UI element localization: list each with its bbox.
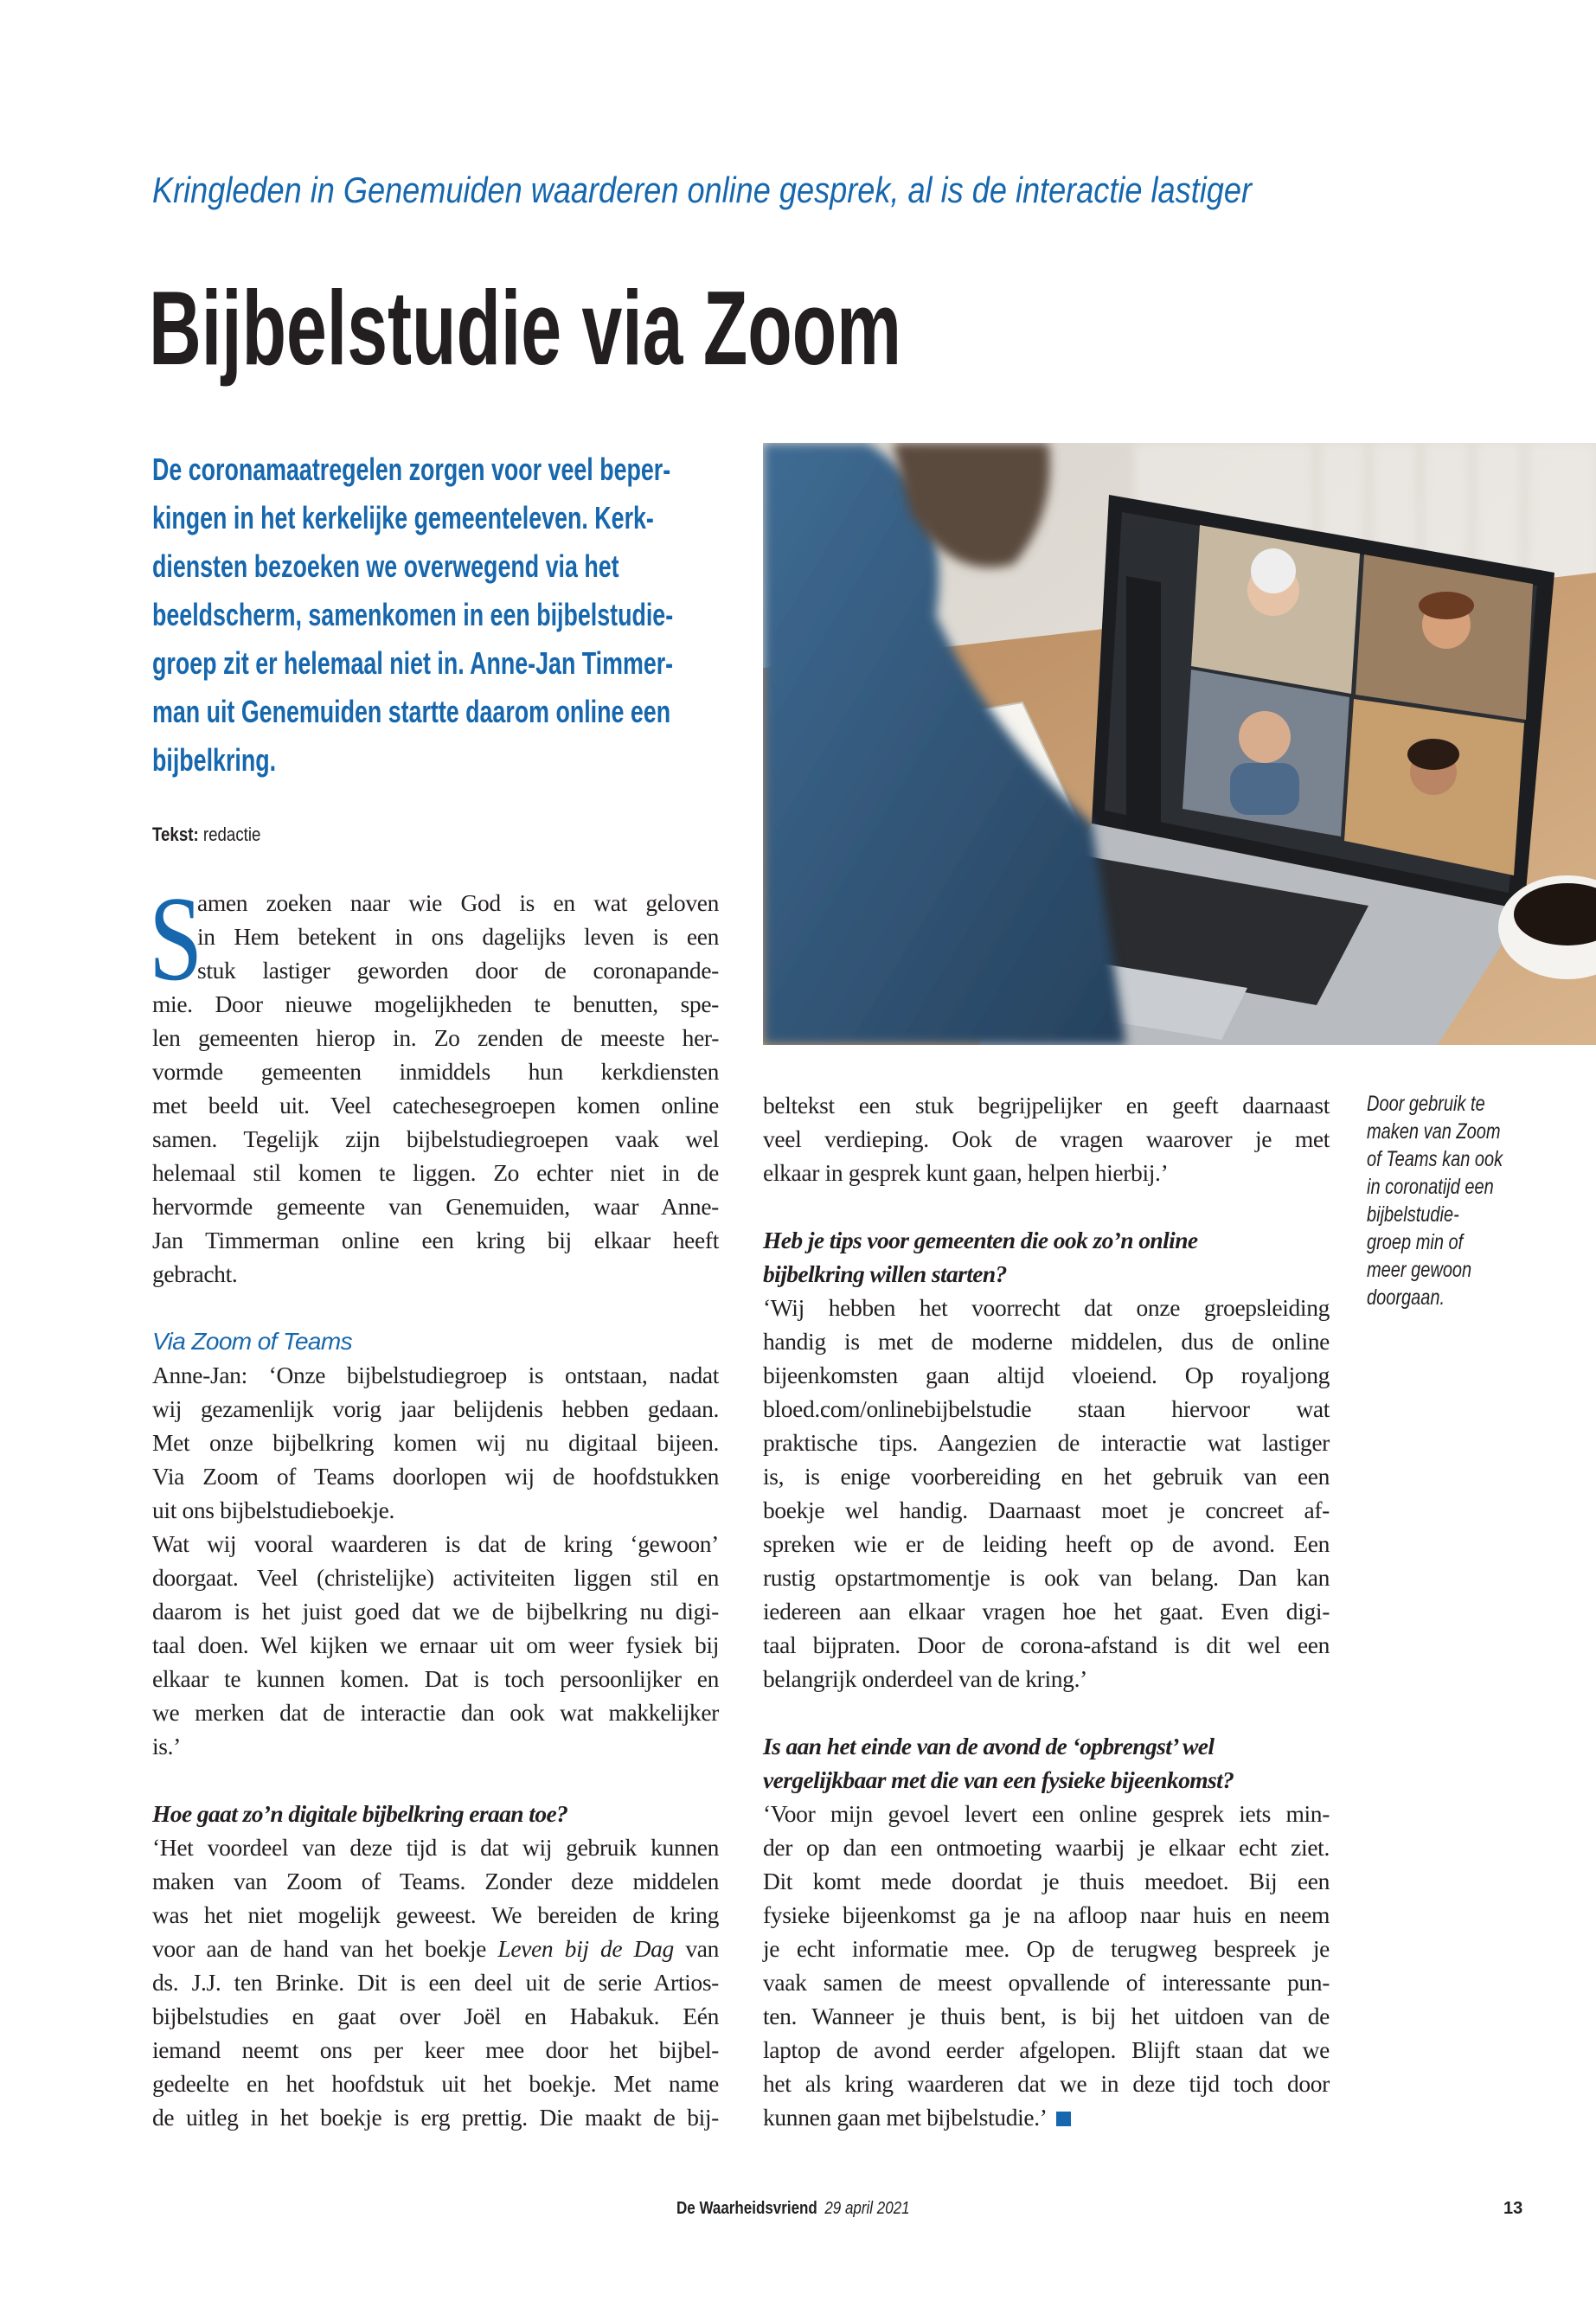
body-text-line: Jan Timmerman online een kring bij elkaar heeft xyxy=(152,1227,719,1253)
body-text-line: iemand neemt ons per keer mee door het bijbel- xyxy=(152,2036,719,2063)
body-text-line: mie. Door nieuwe mogelijkheden te benutten, spe- xyxy=(152,990,719,1017)
body-text-line: stuk lastiger geworden door de coronapande- xyxy=(197,957,719,984)
lead-line: bijbelkring. xyxy=(152,742,277,778)
body-text-line: we merken dat de interactie dan ook wat makkelijker xyxy=(152,1699,719,1726)
body-text-line: kunnen gaan met bijbelstudie.’ xyxy=(763,2104,1048,2131)
lead-line: beeldscherm, samenkomen in een bijbelstudie- xyxy=(152,597,674,632)
body-text-line: fysieke bijeenkomst ga je na afloop naar huis en neem xyxy=(763,1901,1330,1928)
lead-line: diensten bezoeken we overwegend via het xyxy=(152,548,619,584)
body-text-line xyxy=(763,2100,1330,2134)
body-text-line: de uitleg in het boekje is erg prettig. Die maakt de bij- xyxy=(152,2104,719,2131)
body-text-line: je echt informatie mee. Op de terugweg bespreek je xyxy=(763,1935,1330,1962)
drop-cap: S xyxy=(149,872,203,1006)
body-text-line: beltekst een stuk begrijpelijker en geeft daarnaast xyxy=(763,1092,1330,1118)
issue-date: 29 april 2021 xyxy=(824,2199,910,2218)
lead-line: De coronamaatregelen zorgen voor veel beper- xyxy=(152,452,671,487)
body-text-line: Wat wij vooral waarderen is dat de kring ‘gewoon’ xyxy=(152,1530,719,1557)
body-text-line: gedeelte en het hoofdstuk uit het boekje. Met name xyxy=(152,2070,719,2097)
caption-line: maken van Zoom xyxy=(1367,1119,1501,1144)
lead-line: man uit Genemuiden startte daarom online een xyxy=(152,694,671,729)
body-text-line: het als kring waarderen dat we in deze tijd toch door xyxy=(763,2070,1330,2097)
body-text-line: taal doen. Wel kijken we ernaar uit om weer fysiek bij xyxy=(152,1631,719,1658)
body-text-line: belangrijk onderdeel van de kring.’ xyxy=(763,1665,1087,1692)
caption-line: doorgaan. xyxy=(1367,1285,1445,1310)
lead-line: kingen in het kerkelijke gemeenteleven. Kerk- xyxy=(152,500,654,535)
interview-question: Hoe gaat zo’n digitale bijbelkring eraan toe? xyxy=(152,1800,568,1827)
magazine-name: De Waarheidsvriend xyxy=(676,2199,817,2218)
body-text-line: elkaar te kunnen komen. Dat is toch persoonlijker en xyxy=(152,1665,719,1692)
article-title: Bijbelstudie via Zoom xyxy=(149,269,902,387)
body-text-line: maken van Zoom of Teams. Zonder deze middelen xyxy=(152,1868,719,1894)
caption-line: Door gebruik te xyxy=(1367,1092,1485,1116)
laptop-video-call-image xyxy=(763,443,1596,1045)
author-credit xyxy=(152,824,260,846)
body-text-line: boekje wel handig. Daarnaast moet je concreet af- xyxy=(763,1497,1330,1523)
body-text-line: ‘Wij hebben het voorrecht dat onze groepsleiding xyxy=(763,1294,1330,1321)
body-text-line xyxy=(152,1932,719,1965)
body-text-line: ten. Wanneer je thuis bent, is bij het uitdoen van de xyxy=(763,2003,1330,2029)
body-text-line: is, is enige voorbereiding en het gebruik van een xyxy=(763,1463,1330,1490)
body-text-line: doorgaat. Veel (christelijke) activiteiten liggen stil en xyxy=(152,1564,719,1591)
body-text-line: Dit komt mede doordat je thuis meedoet. Bij een xyxy=(763,1868,1330,1894)
caption-line: bijbelstudie- xyxy=(1367,1202,1459,1227)
text-segment: voor aan de hand van het boekje xyxy=(152,1935,498,1962)
article-lead xyxy=(152,445,723,785)
body-text-line: was het niet mogelijk geweest. We bereiden de kring xyxy=(152,1901,719,1928)
body-text-line: ‘Het voordeel van deze tijd is dat wij gebruik kunnen xyxy=(152,1834,719,1861)
interview-question: bijbelkring willen starten? xyxy=(763,1260,1007,1287)
credit-value: redactie xyxy=(202,824,261,845)
body-text-line: vormde gemeenten inmiddels hun kerkdiensten xyxy=(152,1058,719,1085)
body-text-line: in Hem betekent in ons dagelijks leven is een xyxy=(197,923,719,950)
body-text-line: bloed.com/onlinebijbelstudie staan hiervoor wat xyxy=(763,1395,1330,1422)
body-text-line: samen. Tegelijk zijn bijbelstudiegroepen vaak wel xyxy=(152,1125,719,1152)
body-text-line: hervormde gemeente van Genemuiden, waar Anne- xyxy=(152,1193,719,1220)
body-text-line: met beeld uit. Veel catechesegroepen komen online xyxy=(152,1092,719,1118)
photo-caption xyxy=(1367,1090,1540,1311)
body-text-line: Via Zoom of Teams doorlopen wij de hoofdstukken xyxy=(152,1463,719,1490)
interview-question: vergelijkbaar met die van een fysieke bijeenkomst? xyxy=(763,1766,1234,1793)
body-text-line: iedereen aan elkaar vragen hoe het gaat. Even digi- xyxy=(763,1598,1330,1625)
caption-line: in coronatijd een xyxy=(1367,1175,1494,1199)
end-of-article-mark xyxy=(1056,2112,1071,2126)
body-text-line: ds. J.J. ten Brinke. Dit is een deel uit de serie Artios- xyxy=(152,1969,719,1996)
page-footer xyxy=(676,2199,910,2219)
body-text-line: vaak samen de meest opvallende of interessante pun- xyxy=(763,1969,1330,1996)
caption-line: groep min of xyxy=(1367,1230,1464,1254)
body-text-line: is.’ xyxy=(152,1733,181,1759)
caption-line: meer gewoon xyxy=(1367,1258,1472,1282)
lead-line: groep zit er helemaal niet in. Anne-Jan Timmer- xyxy=(152,645,674,681)
section-subheading: Via Zoom of Teams xyxy=(152,1328,353,1355)
body-text-line: elkaar in gesprek kunt gaan, helpen hierbij.’ xyxy=(763,1159,1169,1186)
body-text-line: helemaal stil komen te liggen. Zo echter niet in de xyxy=(152,1159,719,1186)
text-segment: van xyxy=(673,1935,719,1962)
caption-line: of Teams kan ook xyxy=(1367,1147,1503,1171)
body-text-line: taal bijpraten. Door de corona-afstand is dit wel een xyxy=(763,1631,1330,1658)
body-text-line: daarom is het juist goed dat we de bijbelkring nu digi- xyxy=(152,1598,719,1625)
body-text-line: ‘Voor mijn gevoel levert een online gesprek iets min- xyxy=(763,1800,1330,1827)
body-text-line: bijeenkomsten gaan altijd vloeiend. Op royaljong xyxy=(763,1362,1330,1388)
body-text-line: veel verdieping. Ook de vragen waarover je met xyxy=(763,1125,1330,1152)
interview-question: Is aan het einde van de avond de ‘opbrengst’ wel xyxy=(763,1733,1215,1759)
body-text-line: spreken wie er de leiding heeft op de avond. Een xyxy=(763,1530,1330,1557)
article-kicker: Kringleden in Genemuiden waarderen online gesprek, al is de interactie lastiger xyxy=(152,170,1252,210)
credit-label: Tekst: xyxy=(152,824,199,845)
body-text-line: wij gezamenlijk vorig jaar belijdenis hebben gedaan. xyxy=(152,1395,719,1422)
body-text-line: handig is met de moderne middelen, dus de online xyxy=(763,1328,1330,1355)
body-text-line: Anne-Jan: ‘Onze bijbelstudiegroep is ontstaan, nadat xyxy=(152,1362,719,1388)
body-text-line: der op dan een ontmoeting waarbij je elkaar echt ziet. xyxy=(763,1834,1330,1861)
page-number: 13 xyxy=(1503,2199,1523,2218)
body-text-line: uit ons bijbelstudieboekje. xyxy=(152,1497,395,1523)
body-text-line: gebracht. xyxy=(152,1260,238,1287)
article-photo xyxy=(763,443,1596,1045)
interview-question: Heb je tips voor gemeenten die ook zo’n online xyxy=(763,1227,1198,1253)
body-text-line: bijbelstudies en gaat over Joël en Habakuk. Eén xyxy=(152,2003,719,2029)
body-text-line: amen zoeken naar wie God is en wat geloven xyxy=(197,889,719,916)
body-text-line: len gemeenten hierop in. Zo zenden de meeste her- xyxy=(152,1024,719,1051)
body-text-line: Met onze bijbelkring komen wij nu digitaal bijeen. xyxy=(152,1429,719,1456)
body-text-line: praktische tips. Aangezien de interactie wat lastiger xyxy=(763,1429,1330,1456)
book-title: Leven bij de Dag xyxy=(497,1935,674,1962)
body-text-line: laptop de avond eerder afgelopen. Blijft staan dat we xyxy=(763,2036,1330,2063)
body-text-line: rustig opstartmomentje is ook van belang. Dan kan xyxy=(763,1564,1330,1591)
